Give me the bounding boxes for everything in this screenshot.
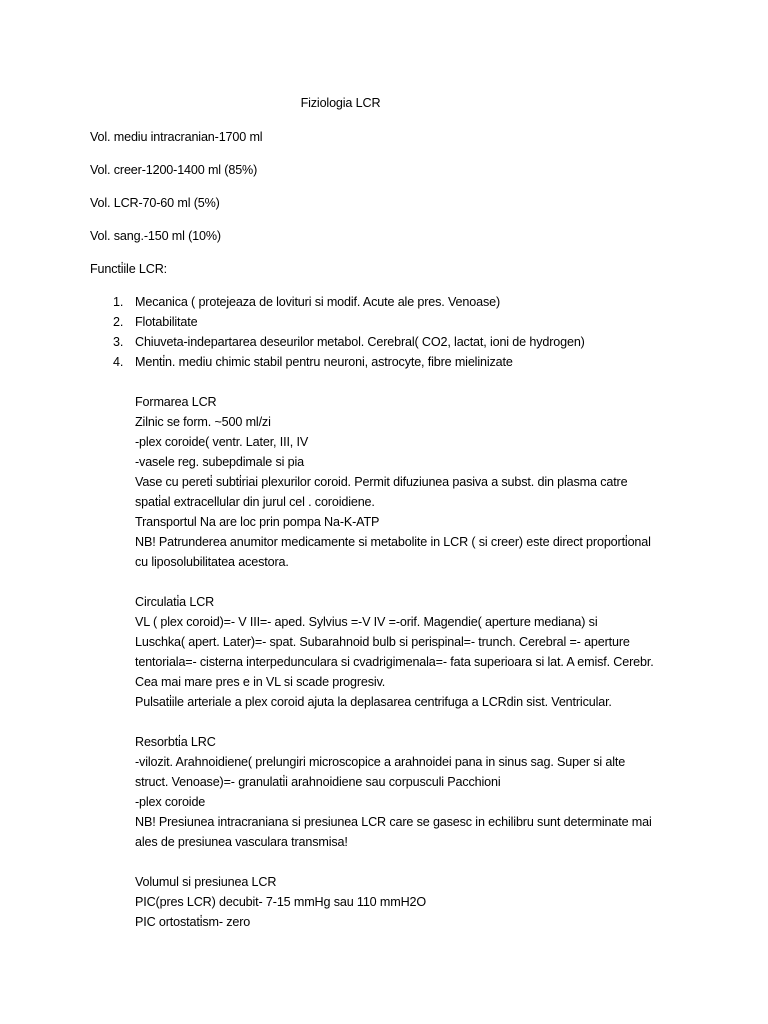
list-item-text: Chiuveta-indepartarea deseurilor metabol. Cerebral( CO2, lactat, ioni de hydrogen) [135,335,585,349]
section-line: spati̇al extracellular din jurul cel . coroidiene. [135,495,375,509]
document-body [90,93,690,952]
section-line: ales de presiunea vasculara transmisa! [135,835,348,849]
list-number: 1. [113,295,124,309]
section-line: Cea mai mare pres e in VL si scade progresiv. [135,675,386,689]
list-item-text: Flotabilitate [135,315,198,329]
section-formarea-lcr [135,392,690,572]
section-line: -plex coroide [135,795,206,809]
section-line: Pulsati̇ile arteriale a plex coroid ajuta la deplasarea centrifuga a LCRdin sist. Ventricular. [135,695,612,709]
section-line: Transportul Na are loc prin pompa Na-K-ATP [135,515,380,529]
document-title: Fiziologia LCR [300,96,381,110]
section-heading: Circulati̇a LCR [135,595,215,609]
volume-line: Vol. LCR-70-60 ml (5%) [90,196,220,210]
list-number: 3. [113,335,124,349]
section-line: cu liposolubilitatea acestora. [135,555,289,569]
functions-list [90,292,690,372]
section-line: VL ( plex coroid)=- V III=- aped. Sylvius =-V IV =-orif. Magendie( aperture mediana) si [135,615,598,629]
section-line: PIC ortostati̇sm- zero [135,915,251,929]
list-item [90,312,690,332]
volume-line: Vol. sang.-150 ml (10%) [90,229,221,243]
section-line: NB! Presiunea intracraniana si presiunea LCR care se gasesc in echilibru sunt determinate mai [135,815,652,829]
section-circulatia-lcr [135,592,690,712]
functions-heading: Functi̇ile LCR: [90,262,167,276]
section-line: -vilozit. Arahnoidiene( prelungiri microscopice a arahnoidei pana in sinus sag. Super si alte [135,755,626,769]
list-item-text: Mecanica ( protejeaza de lovituri si modif. Acute ale pres. Venoase) [135,295,501,309]
section-line: PIC(pres LCR) decubit- 7-15 mmHg sau 110 mmH2O [135,895,427,909]
list-item [90,292,690,312]
list-item [90,352,690,372]
list-number: 4. [113,355,124,369]
section-line: Zilnic se form. ~500 ml/zi [135,415,271,429]
section-heading: Volumul si presiunea LCR [135,875,277,889]
section-line: -plex coroide( ventr. Later, III, IV [135,435,309,449]
section-line: struct. Venoase)=- granulati̇i arahnoidiene sau corpusculi Pacchioni [135,775,501,789]
section-heading: Resorbti̇a LRC [135,735,216,749]
section-volumul-presiunea [135,872,690,932]
list-item [90,332,690,352]
section-line: Vase cu pereti̇ subti̇riai plexurilor coroid. Permit difuziunea pasiva a subst. din plasma catre [135,475,628,489]
section-resorbtia-lrc [135,732,690,852]
section-line: -vasele reg. subepdimale si pia [135,455,304,469]
section-heading: Formarea LCR [135,395,217,409]
section-line: tentoriala=- cisterna interpedunculara si cvadrigimenala=- fata superioara si lat. A emisf. Cerebr. [135,655,654,669]
list-number: 2. [113,315,124,329]
list-item-text: Menti̇n. mediu chimic stabil pentru neuroni, astrocyte, fibre mielinizate [135,355,513,369]
section-line: Luschka( apert. Later)=- spat. Subarahnoid bulb si perispinal=- trunch. Cerebral =- aperture [135,635,630,649]
volume-line: Vol. mediu intracranian-1700 ml [90,130,263,144]
volume-line: Vol. creer-1200-1400 ml (85%) [90,163,258,177]
section-line: NB! Patrunderea anumitor medicamente si metabolite in LCR ( si creer) este direct proporti̇onal [135,535,651,549]
